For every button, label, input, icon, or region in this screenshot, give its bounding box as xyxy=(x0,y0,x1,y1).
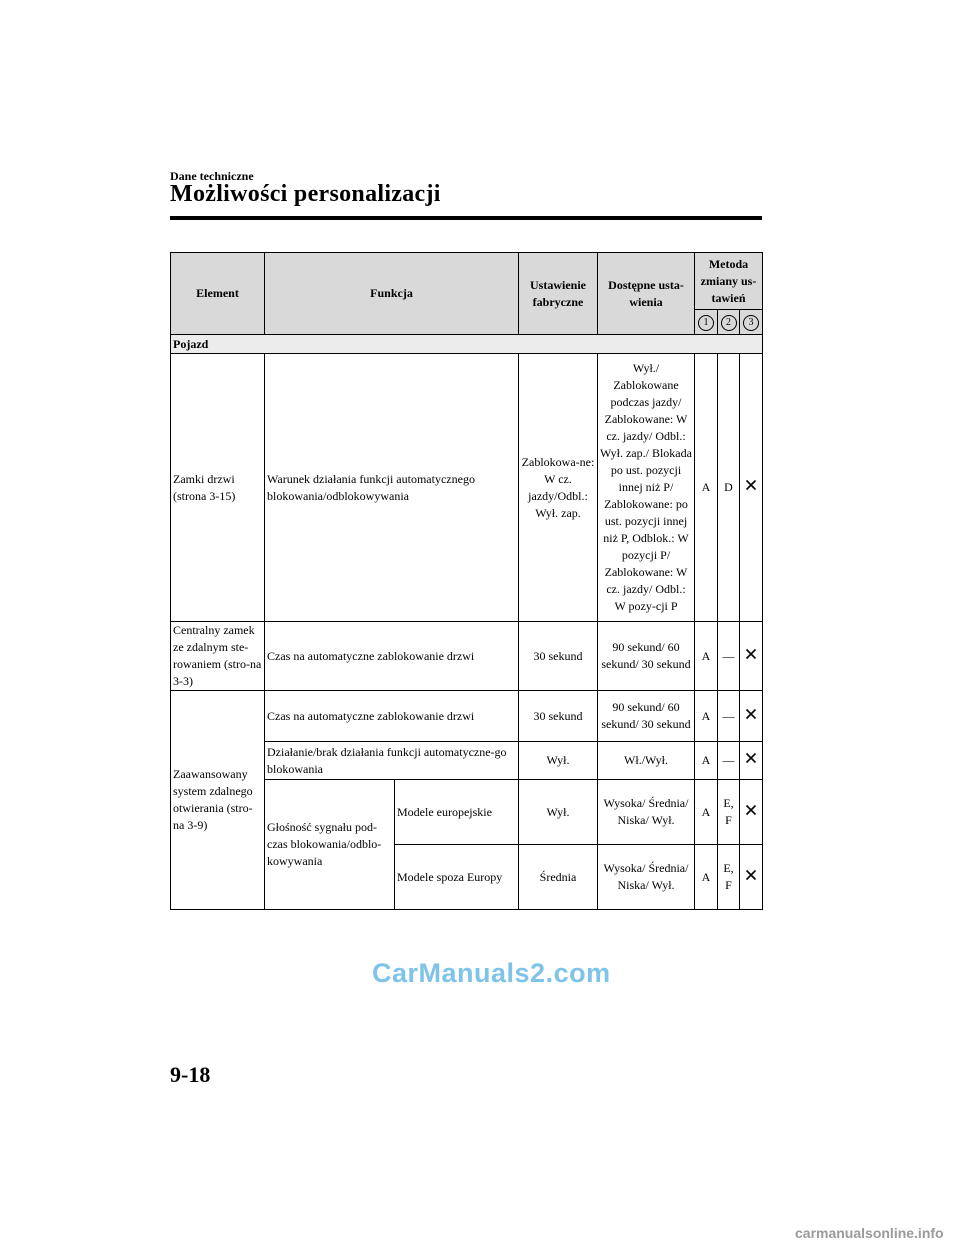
method-2-cell: — xyxy=(718,691,740,742)
method-1-cell: A xyxy=(695,622,718,691)
cross-icon xyxy=(745,479,757,491)
available-cell: Wysoka/ Średnia/ Niska/ Wył. xyxy=(598,845,695,910)
page-title: Możliwości personalizacji xyxy=(170,181,441,207)
method-3-cell xyxy=(740,845,763,910)
function-cell: Warunek działania funkcji automatycznego blokowania/odblokowywania xyxy=(265,354,519,622)
method-col-1 xyxy=(695,310,718,335)
function-cell: Czas na automatyczne zablokowanie drzwi xyxy=(265,691,519,742)
header-available-settings: Dostępne usta-wienia xyxy=(598,253,695,335)
method-3-cell xyxy=(740,780,763,845)
available-cell: Wł./Wył. xyxy=(598,742,695,780)
element-door-locks: Zamki drzwi (strona 3-15) xyxy=(171,354,265,622)
method-1-cell: A xyxy=(695,354,718,622)
cross-icon xyxy=(745,708,757,720)
method-3-cell xyxy=(740,742,763,780)
header-method: Metoda zmiany us-tawień xyxy=(695,253,763,310)
section-label: Dane techniczne xyxy=(170,169,254,183)
available-cell: Wył./ Zablokowane podczas jazdy/ Zablokowane: W cz. jazdy/ Odbl.: Wył. zap./ Blokada po ust. pozycji innej niż P/ Zablokowane: po ust. pozycji innej niż P, Odblok.: W pozycji P/ Zablokowane: W cz. jazdy/ Odbl.: W pozy-cji P xyxy=(598,354,695,622)
available-cell: Wysoka/ Średnia/ Niska/ Wył. xyxy=(598,780,695,845)
header-factory-setting: Ustawienie fabryczne xyxy=(519,253,598,335)
available-cell: 90 sekund/ 60 sekund/ 30 sekund xyxy=(598,691,695,742)
personalization-table xyxy=(170,252,763,910)
method-2-cell: E, F xyxy=(718,845,740,910)
cross-icon xyxy=(745,648,757,660)
watermark-logo: CarManuals2.com xyxy=(372,958,611,988)
function-cell: Głośność sygnału pod-czas blokowania/odblo-kowywania xyxy=(265,780,395,910)
circled-number: 1 xyxy=(698,315,714,331)
method-3-cell xyxy=(740,691,763,742)
method-2-cell: D xyxy=(718,354,740,622)
cross-icon xyxy=(745,752,757,764)
page-number: 9-18 xyxy=(170,1062,211,1087)
cross-icon xyxy=(745,804,757,816)
factory-cell: 30 sekund xyxy=(519,622,598,691)
factory-cell: Średnia xyxy=(519,845,598,910)
circled-number: 3 xyxy=(743,315,759,331)
factory-cell: Wył. xyxy=(519,742,598,780)
model-cell: Modele europejskie xyxy=(395,780,519,845)
method-3-cell xyxy=(740,622,763,691)
element-central-lock: Centralny zamek ze zdalnym ste-rowaniem (stro-na 3-3) xyxy=(171,622,265,691)
table-row xyxy=(171,691,763,742)
method-2-cell: E, F xyxy=(718,780,740,845)
method-2-cell: — xyxy=(718,622,740,691)
title-divider xyxy=(170,216,762,220)
section-vehicle: Pojazd xyxy=(171,335,763,354)
method-2-cell: — xyxy=(718,742,740,780)
method-1-cell: A xyxy=(695,691,718,742)
method-1-cell: A xyxy=(695,742,718,780)
function-cell: Działanie/brak działania funkcji automatyczne-go blokowania xyxy=(265,742,519,780)
method-col-2 xyxy=(718,310,740,335)
footer-watermark: carmanualsonline.info xyxy=(795,1225,944,1241)
method-col-3 xyxy=(740,310,763,335)
function-cell: Czas na automatyczne zablokowanie drzwi xyxy=(265,622,519,691)
element-advanced-keyless: Zaawansowany system zdalnego otwierania (stro-na 3-9) xyxy=(171,691,265,910)
method-3-cell xyxy=(740,354,763,622)
circled-number: 2 xyxy=(721,315,737,331)
method-1-cell: A xyxy=(695,780,718,845)
header-function: Funkcja xyxy=(265,253,519,335)
table-row xyxy=(171,354,763,622)
method-1-cell: A xyxy=(695,845,718,910)
cross-icon xyxy=(745,869,757,881)
section-row-vehicle xyxy=(171,335,763,354)
factory-cell: 30 sekund xyxy=(519,691,598,742)
available-cell: 90 sekund/ 60 sekund/ 30 sekund xyxy=(598,622,695,691)
header-element: Element xyxy=(171,253,265,335)
model-cell: Modele spoza Europy xyxy=(395,845,519,910)
table-row xyxy=(171,622,763,691)
factory-cell: Wył. xyxy=(519,780,598,845)
factory-cell: Zablokowa-ne: W cz. jazdy/Odbl.: Wył. zap. xyxy=(519,354,598,622)
